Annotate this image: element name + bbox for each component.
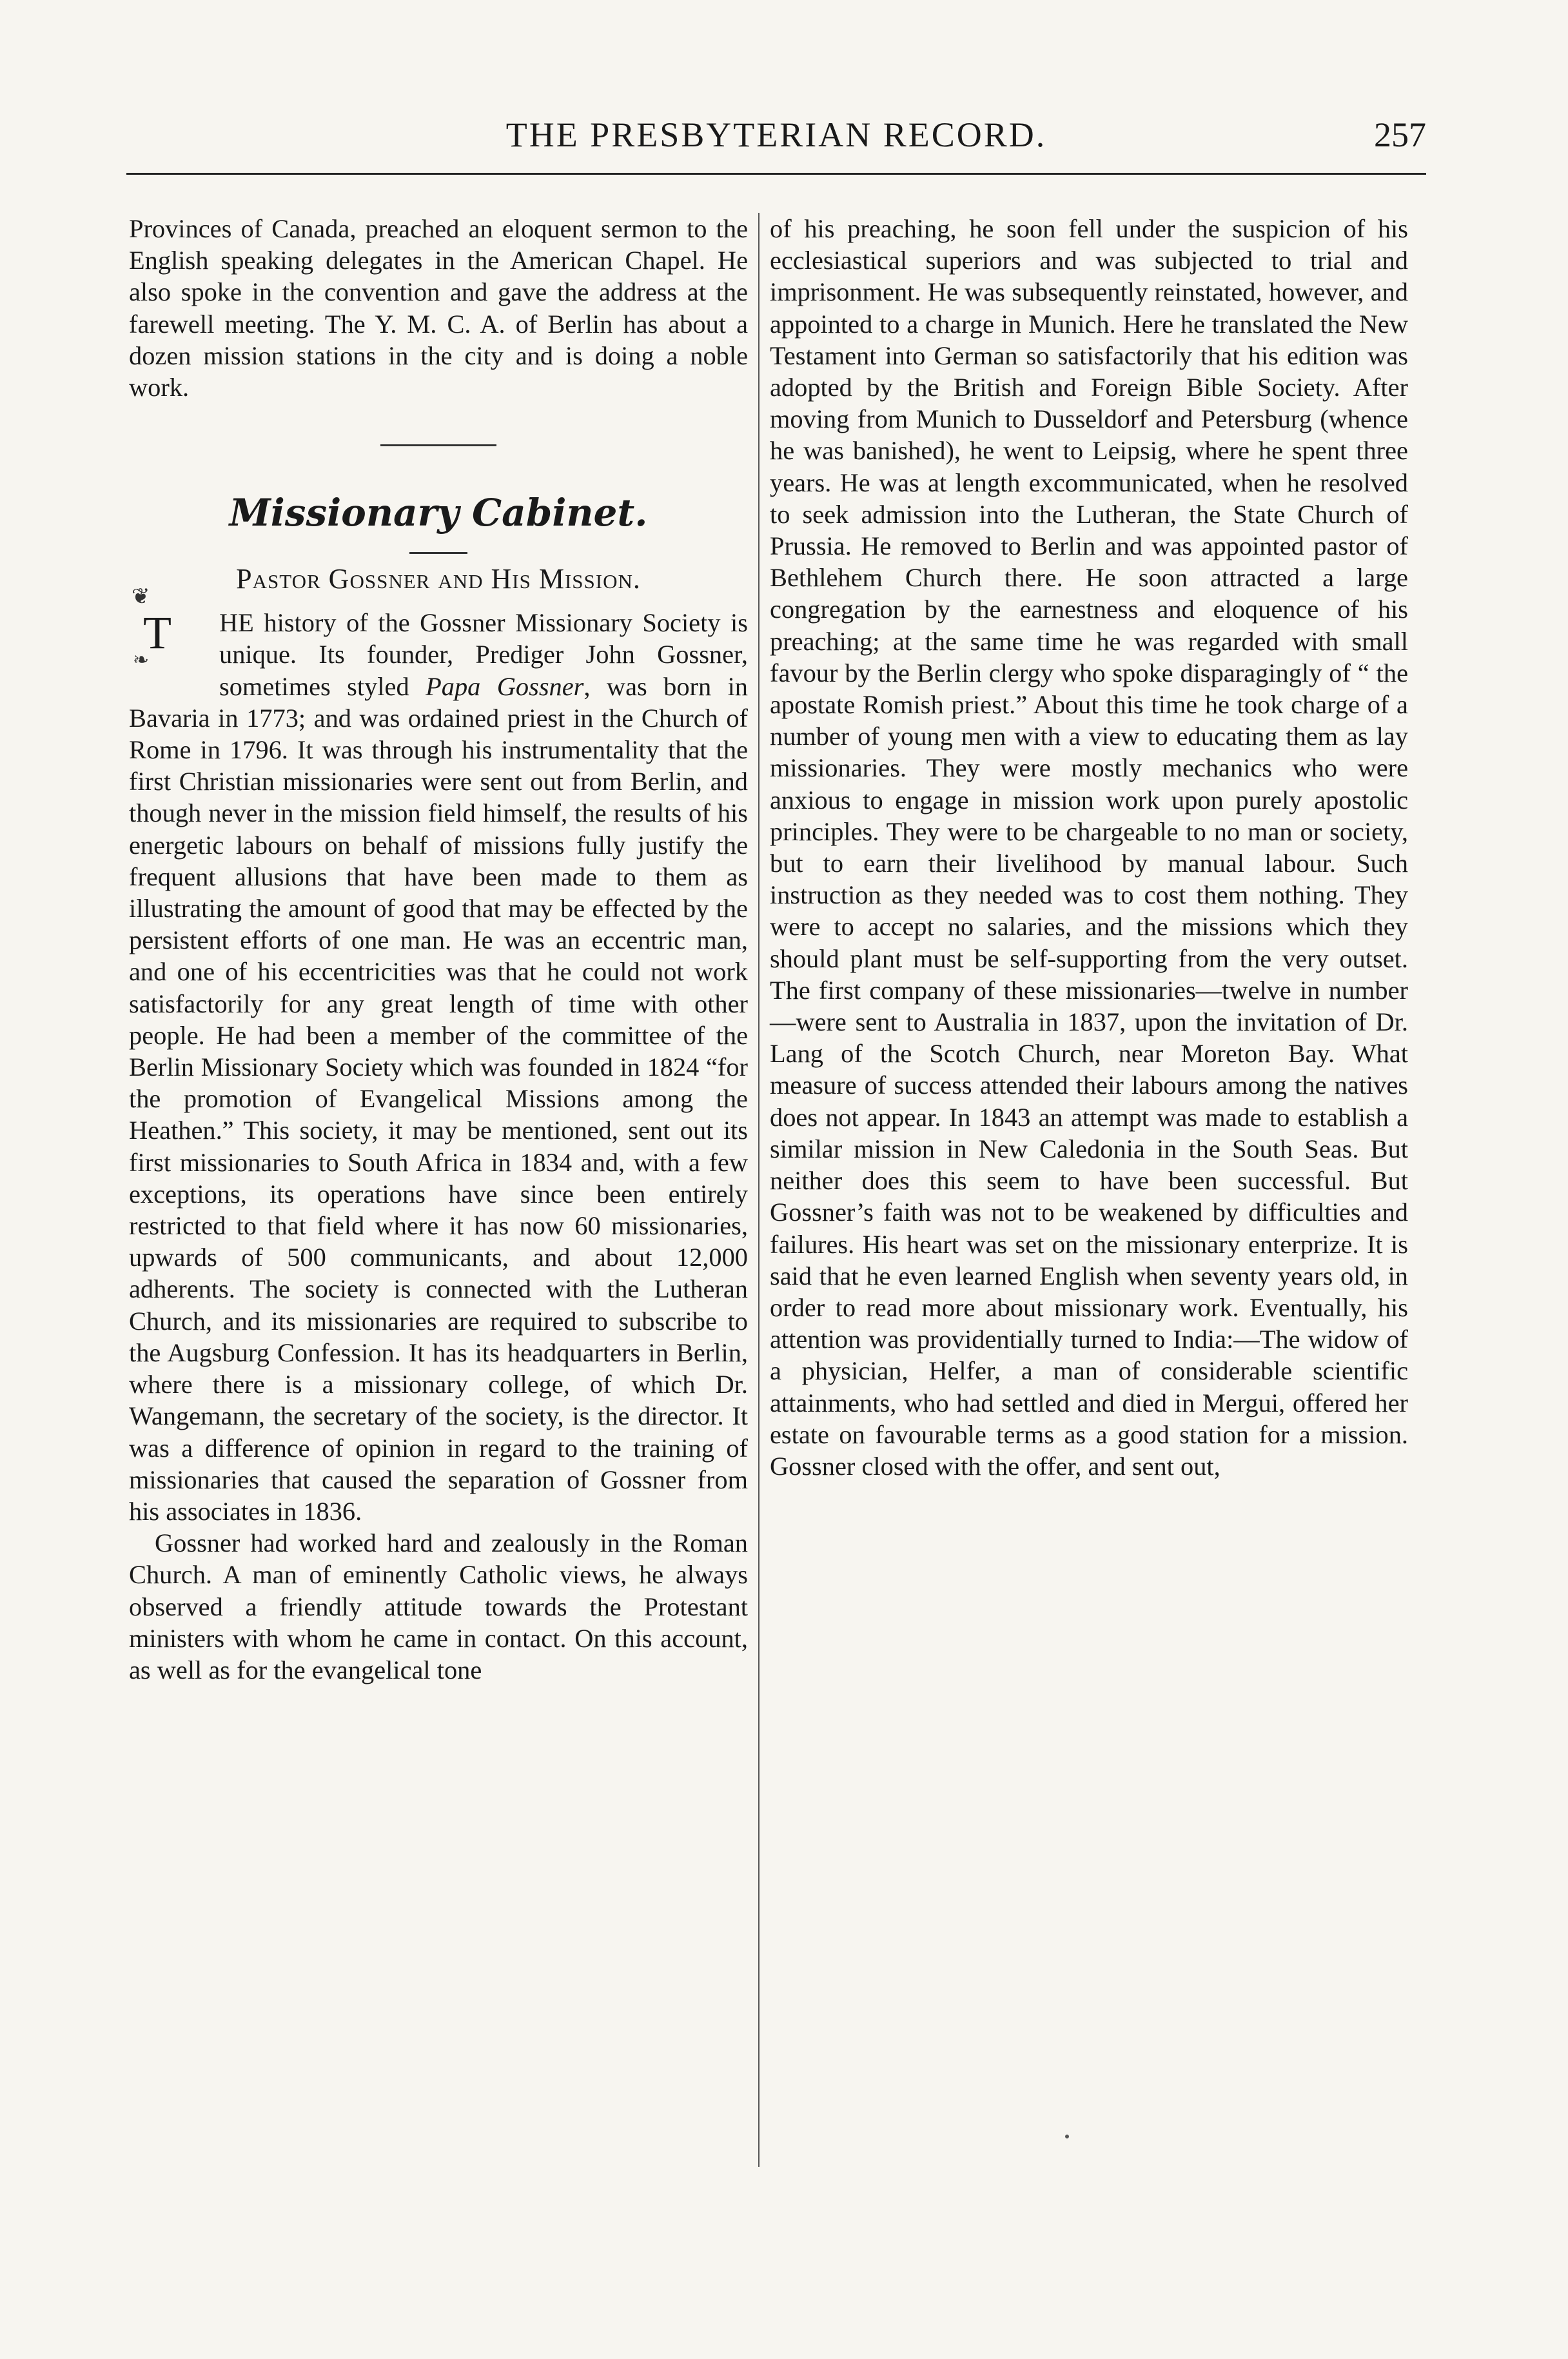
running-head bbox=[126, 115, 1426, 160]
article-second-paragraph: Gossner had worked hard and zealously in the Roman Church. A man of eminently Catholic views, he always observed a friendly attitude towards the Protestant ministers with whom he came in contact. On this account, as well as for the evangelical tone bbox=[129, 1528, 748, 1684]
drop-cap bbox=[129, 585, 214, 686]
flourish-icon: ❧ bbox=[133, 649, 150, 671]
papa-gossner-italic: Papa Gossner bbox=[426, 671, 584, 701]
first-paragraph-rest: , was born in Bavaria in 1773; and was ordained priest in the Church of Rome in 1796. It was through his instrumentality that the first Christian missionaries were sent out from Berlin, and though never in the mission field himself, the results of his energetic labours on behalf of missions fully justify the frequent allusions that have been made to them as illustrating the amount of good that may be effected by the persistent efforts of one man. He was an eccentric man, and one of his eccentricities was that he could not work satisfactorily for any great length of time with other people. He had been a member of the committee of the Berlin Missionary Society which was founded in 1824 “for the promotion of Evangelical Missions among the Heathen.” This society, it may be mentioned, sent out its first missionaries to South Africa in 1834 and, with a few exceptions, its operations have since been entirely restricted to that field where it has now 60 missionaries, upwards of 500 communicants, and about 12,000 adherents. The society is connected with the Lutheran Church, and its missionaries are required to subscribe to the Augsburg Confession. It has its headquarters in Berlin, where there is a missionary college, of which Dr. Wangemann, the secretary of the society, is the director. It was a difference of opinion in regard to the training of missionaries that caused the separation of Gossner from his associates in 1836. bbox=[129, 671, 748, 1526]
intro-paragraph: Provinces of Canada, preached an eloquent sermon to the English speaking delegates in the American Chapel. He also spoke in the convention and gave the address at the farewell meeting. The Y. M. C. A. of Berlin has about a dozen mission stations in the city and is doing a noble work. bbox=[129, 214, 748, 402]
ornament-icon: ❦ bbox=[132, 585, 150, 609]
right-column-paragraph: of his preaching, he soon fell under the suspicion of his ecclesiastical superiors and was subjected to trial and imprisonment. He was subsequently reinstated, however, and appointed to a charge in Munich. Here he translated the New Testament into German so satisfactorily that his edition was adopted by the British and Foreign Bible Society. After moving from Munich to Dusseldorf and Petersburg (whence he was banished), he went to Leipsig, where he spent three years. He was at length excommunicated, when he resolved to seek admission into the Lutheran, the State Church of Prussia. He removed to Berlin and was appointed pastor of Bethlehem Church there. He soon attracted a large congregation by the earnestness and eloquence of his preaching; at the same time he was regarded with small favour by the Berlin clergy who spoke disparagingly of “ the apostate Romish priest.” About this time he took charge of a number of young men with a view to educating them as lay missionaries. They were mostly mechanics who were anxious to engage in mission work upon purely apostolic principles. They were to be chargeable to no man or society, but to earn their livelihood by manual labour. Such instruction as they needed was to cost them nothing. They were to accept no salaries, and the missions which they should plant must be self-supporting from the very outset. The first company of these missionaries—twelve in number—were sent to Australia in 1837, upon the invitation of Dr. Lang of the Scotch Church, near Moreton Bay. What measure of success attended their labours among the natives does not appear. In 1843 an attempt was made to establish a similar mission in New Caledonia in the South Seas. But neither does this seem to have been successful. But Gossner’s faith was not to be weakened by difficulties and failures. His heart was set on the missionary enterprize. It is said that he even learned English when seventy years old, in order to read more about missionary work. Eventually, his attention was providentially turned to India:—The widow of a physician, Helfer, a man of considerable scientific attainments, who had settled and died in Mergui, offered her estate on favourable terms as a good station for a mission. Gossner closed with the offer, and sent out, bbox=[770, 214, 1408, 1481]
article-heading: Pastor Gossner and His Mission. bbox=[236, 563, 641, 595]
column-divider bbox=[758, 213, 760, 2167]
header-rule bbox=[126, 173, 1426, 175]
section-divider bbox=[380, 444, 496, 446]
article-first-paragraph bbox=[129, 585, 748, 1527]
page-number: 257 bbox=[1374, 115, 1426, 154]
title-underline bbox=[409, 552, 467, 554]
drop-cap-letter: T bbox=[143, 607, 172, 659]
left-column bbox=[129, 213, 748, 1686]
section-title: Missionary Cabinet. bbox=[229, 491, 648, 535]
right-column bbox=[770, 213, 1408, 1482]
publication-title: THE PRESBYTERIAN RECORD. bbox=[505, 115, 1047, 154]
first-paragraph-lead: HE history of the Gossner Missionary Society is unique. Its founder, Prediger John Gossner, sometimes styled bbox=[219, 608, 748, 701]
print-speck bbox=[1065, 2135, 1069, 2138]
